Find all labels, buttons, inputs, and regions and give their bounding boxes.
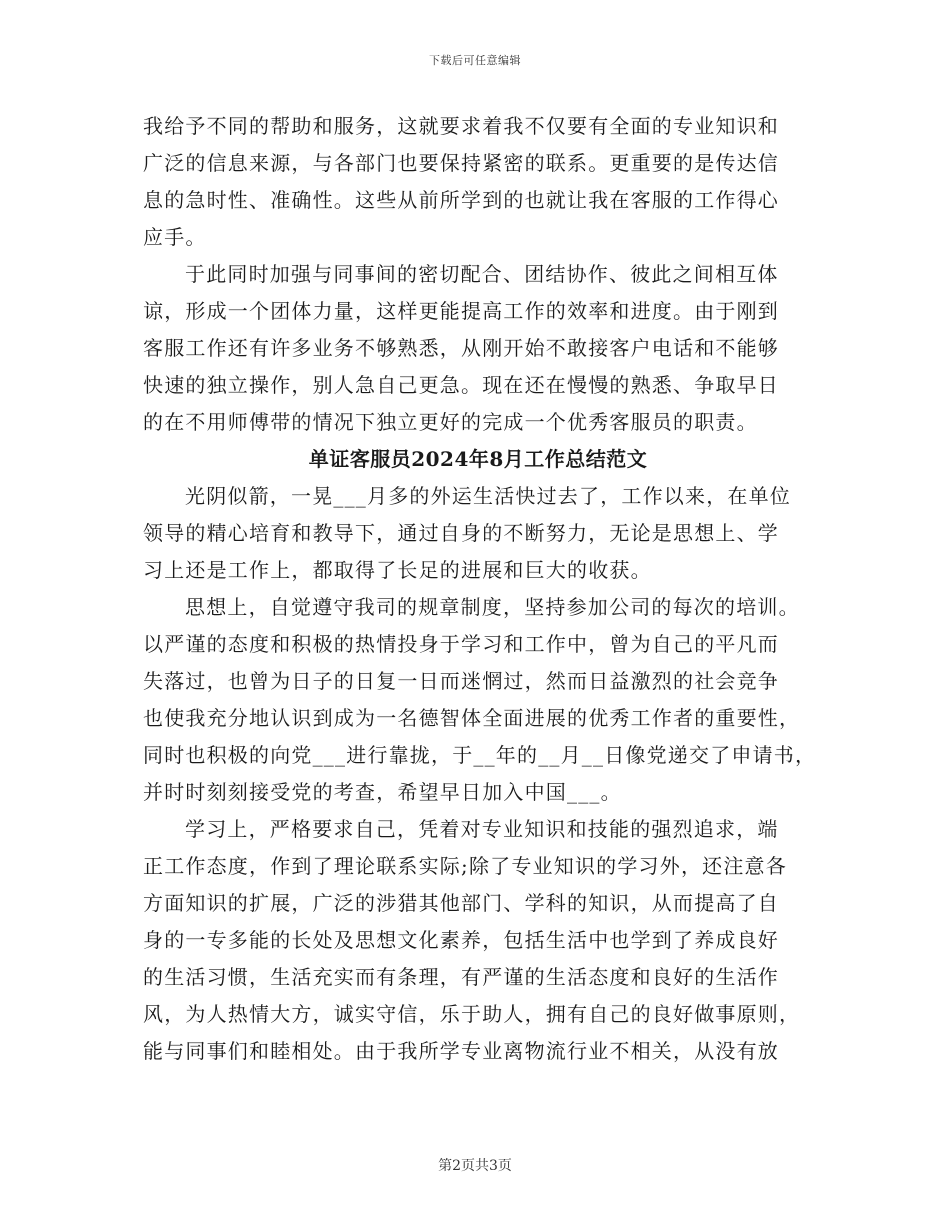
text-line: 广泛的信息来源，与各部门也要保持紧密的联系。更重要的是传达信 — [143, 151, 779, 175]
document-body — [143, 108, 817, 1070]
text-line: 能与同事们和睦相处。由于我所学专业离物流行业不相关，从没有放 — [143, 1039, 779, 1063]
page-footer: 第2页共3页 — [438, 1158, 512, 1174]
section-title: 单证客服员2024年8月工作总结范文 — [308, 447, 648, 471]
text-line: 习上还是工作上，都取得了长足的进展和巨大的收获。 — [143, 558, 652, 582]
text-line: 谅，形成一个团体力量，这样更能提高工作的效率和进度。由于刚到 — [143, 299, 779, 323]
paragraph-start: 学习上，严格要求自己，凭着对专业知识和技能的强烈追求，端 — [185, 817, 779, 841]
text-line: 客服工作还有许多业务不够熟悉，从刚开始不敢接客户电话和不能够 — [143, 336, 779, 360]
text-line: 的在不用师傅带的情况下独立更好的完成一个优秀客服员的职责。 — [143, 410, 758, 434]
text-line: 以严谨的态度和积极的热情投身于学习和工作中，曾为自己的平凡而 — [143, 632, 779, 656]
text-line: 应手。 — [143, 225, 207, 249]
text-line: 风，为人热情大方，诚实守信，乐于助人，拥有自己的良好做事原则， — [143, 1002, 801, 1026]
paragraph-start: 光阴似箭，一晃___月多的外运生活快过去了，工作以来，在单位 — [185, 484, 791, 508]
text-line: 领导的精心培育和教导下，通过自身的不断努力，无论是思想上、学 — [143, 521, 779, 545]
text-line: 失落过，也曾为日子的日复一日而迷惘过，然而日益激烈的社会竞争 — [143, 669, 779, 693]
text-line: 息的急时性、准确性。这些从前所学到的也就让我在客服的工作得心 — [143, 188, 779, 212]
paragraph-start: 于此同时加强与同事间的密切配合、团结协作、彼此之间相互体 — [185, 262, 779, 286]
text-line: 身的一专多能的长处及思想文化素养，包括生活中也学到了养成良好 — [143, 928, 779, 952]
text-line: 的生活习惯，生活充实而有条理，有严谨的生活态度和良好的生活作 — [143, 965, 779, 989]
text-line: 并时时刻刻接受党的考查，希望早日加入中国___。 — [143, 780, 622, 804]
page-header: 下载后可任意编辑 — [429, 54, 521, 67]
text-line: 快速的独立操作，别人急自己更急。现在还在慢慢的熟悉、争取早日 — [143, 373, 779, 397]
text-line: 我给予不同的帮助和服务，这就要求着我不仅要有全面的专业知识和 — [143, 114, 779, 138]
text-line: 正工作态度，作到了理论联系实际;除了专业知识的学习外，还注意各 — [143, 854, 787, 878]
text-line: 方面知识的扩展，广泛的涉猎其他部门、学科的知识，从而提高了自 — [143, 891, 779, 915]
text-line: 也使我充分地认识到成为一名德智体全面进展的优秀工作者的重要性， — [143, 706, 801, 730]
text-line: 同时也积极的向党___进行靠拢，于__年的__月__日像党递交了申请书， — [143, 743, 817, 767]
paragraph-start: 思想上，自觉遵守我司的规章制度，坚持参加公司的每次的培训。 — [185, 595, 800, 619]
